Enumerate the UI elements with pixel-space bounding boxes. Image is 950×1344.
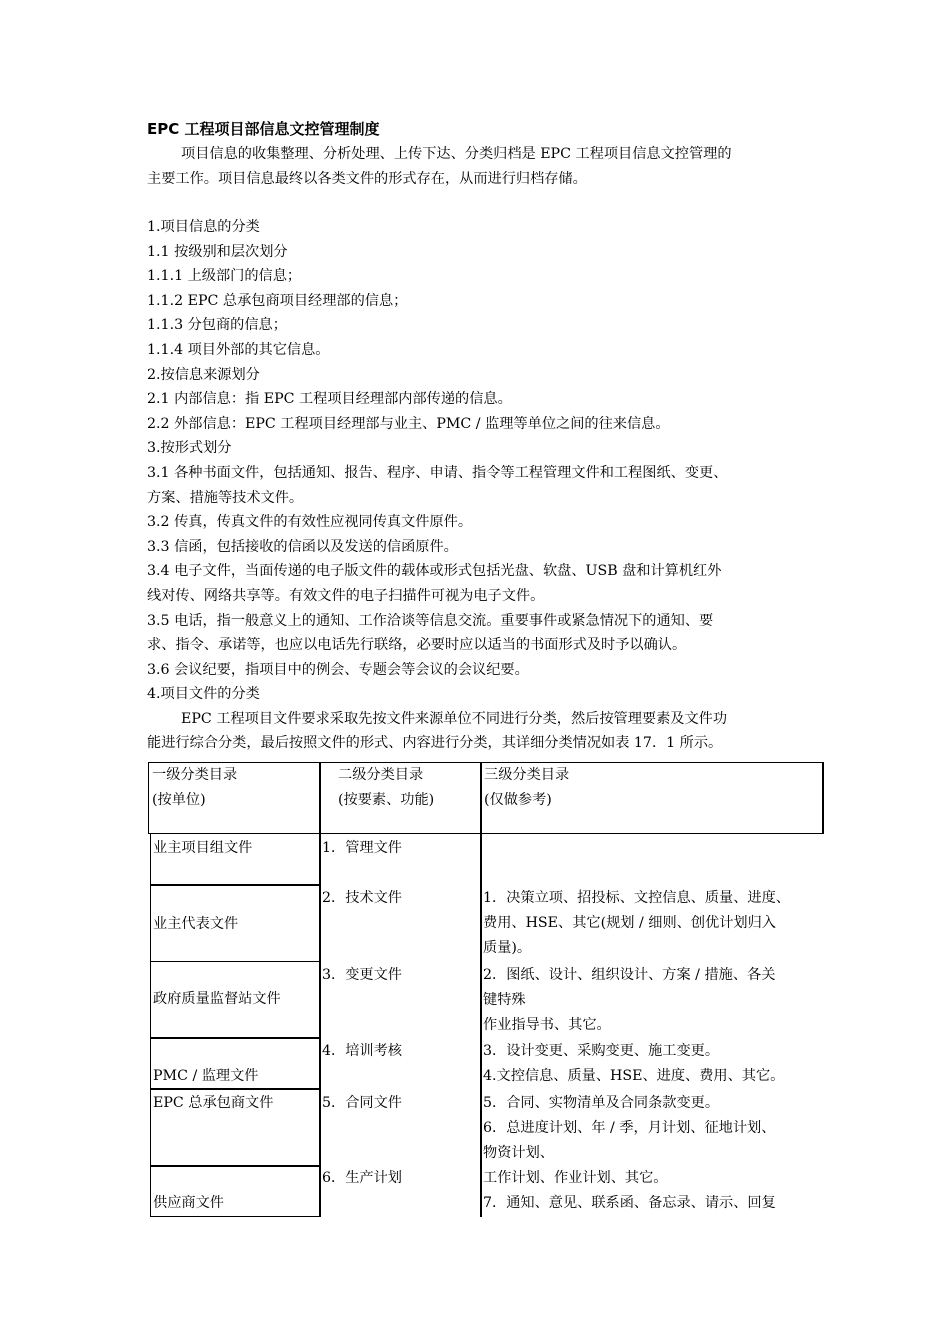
item-3-2: 3.2 传真，传真文件的有效性应视同传真文件原件。: [147, 514, 473, 531]
item-1-1-4: 1.1.4 项目外部的其它信息。: [147, 341, 330, 358]
col2-item: 2．技术文件: [322, 890, 402, 906]
classification-table: [148, 762, 824, 1217]
column-divider: [480, 762, 482, 1217]
col3-line: 工作计划、作业计划、其它。: [483, 1170, 668, 1186]
header-col3-subtitle: (仅做参考): [484, 792, 552, 808]
col1-item: PMC / 监理文件: [153, 1068, 259, 1084]
heading-2: 2.按信息来源划分: [147, 366, 260, 383]
header-col1-subtitle: (按单位): [152, 792, 206, 808]
item-3-1: 3.1 各种书面文件，包括通知、报告、程序、申请、指令等工程管理文件和工程图纸、变更、: [147, 464, 728, 481]
item-2-2: 2.2 外部信息：EPC 工程项目经理部与业主、PMC / 监理等单位之间的往来信息。: [147, 415, 670, 432]
col3-line: 1．决策立项、招投标、文控信息、质量、进度、: [483, 890, 790, 906]
item-3-6: 3.6 会议纪要，指项目中的例会、专题会等会议的会议纪要。: [147, 661, 529, 678]
table-right-border: [822, 762, 824, 834]
col3-line: 物资计划、: [483, 1145, 554, 1161]
body-section: [147, 215, 837, 756]
col3-line: 质量)。: [483, 940, 532, 956]
document-title: EPC 工程项目部信息文控管理制度: [147, 120, 380, 138]
para-line: 能进行综合分类，最后按照文件的形式、内容进行分类，其详细分类情况如表 17．1 所示。: [147, 735, 723, 752]
item-3-5: 3.5 电话，指一般意义上的通知、工作洽谈等信息交流。重要事件或紧急情况下的通知、要: [147, 612, 714, 629]
col1-item: 政府质量监督站文件: [153, 991, 281, 1007]
col3-line: 7．通知、意见、联系函、备忘录、请示、回复: [483, 1195, 776, 1211]
intro-line: 项目信息的收集整理、分析处理、上传下达、分类归档是 EPC 工程项目信息文控管理的: [181, 146, 732, 162]
col1-item: 业主代表文件: [153, 916, 239, 932]
item-1-1-3: 1.1.3 分包商的信息；: [147, 317, 287, 334]
col3-line: 3．设计变更、采购变更、施工变更。: [483, 1043, 720, 1059]
col3-line: 4.文控信息、质量、HSE、进度、费用、其它。: [483, 1068, 785, 1084]
col3-line: 5．合同、实物清单及合同条款变更。: [483, 1095, 720, 1111]
item-3-4-cont: 线对传、网络共享等。有效文件的电子扫描件可视为电子文件。: [147, 587, 545, 604]
col1-item: EPC 总承包商文件: [153, 1095, 274, 1111]
heading-4: 4.项目文件的分类: [147, 686, 260, 703]
col2-item: 5．合同文件: [322, 1095, 402, 1111]
item-3-4: 3.4 电子文件，当面传递的电子版文件的载体或形式包括光盘、软盘、USB 盘和计算机红外: [147, 563, 722, 580]
col2-item: 3．变更文件: [322, 967, 402, 983]
intro-line: 主要工作。项目信息最终以各类文件的形式存在，从而进行归档存储。: [147, 170, 587, 187]
item-3-1-cont: 方案、措施等技术文件。: [147, 489, 304, 506]
col3-line: 费用、HSE、其它(规划 / 细则、创优计划归入: [483, 915, 776, 931]
para-line: EPC 工程项目文件要求采取先按文件来源单位不同进行分类，然后按管理要素及文件功: [181, 710, 728, 727]
intro-paragraph: [147, 142, 837, 191]
heading-1: 1.项目信息的分类: [147, 219, 260, 235]
header-col2-subtitle: (按要素、功能): [338, 792, 435, 808]
col2-item: 1．管理文件: [322, 840, 402, 856]
col1-item: 供应商文件: [153, 1195, 224, 1211]
col3-line: 2．图纸、设计、组织设计、方案 / 措施、各关: [483, 967, 776, 983]
col2-item: 4．培训考核: [322, 1043, 402, 1059]
header-col3-title: 三级分类目录: [484, 767, 570, 783]
header-col1-title: 一级分类目录: [152, 767, 238, 783]
col1-item: 业主项目组文件: [153, 840, 253, 856]
item-2-1: 2.1 内部信息：指 EPC 工程项目经理部内部传递的信息。: [147, 391, 512, 408]
col3-line: 6．总进度计划、年 / 季，月计划、征地计划、: [483, 1120, 776, 1136]
item-3-3: 3.3 信函，包括接收的信函以及发送的信函原件。: [147, 538, 458, 555]
header-col2-title: 二级分类目录: [338, 767, 424, 783]
heading-1-1: 1.1 按级别和层次划分: [147, 243, 288, 260]
col2-item: 6．生产计划: [322, 1170, 402, 1186]
col3-line: 键特殊: [483, 992, 526, 1008]
item-1-1-1: 1.1.1 上级部门的信息；: [147, 268, 302, 285]
item-3-5-cont: 求、指令、承诺等，也应以电话先行联络，必要时应以适当的书面形式及时予以确认。: [147, 637, 687, 654]
col3-line: 作业指导书、其它。: [483, 1017, 611, 1033]
heading-3: 3.按形式划分: [147, 440, 232, 457]
item-1-1-2: 1.1.2 EPC 总承包商项目经理部的信息；: [147, 292, 408, 309]
